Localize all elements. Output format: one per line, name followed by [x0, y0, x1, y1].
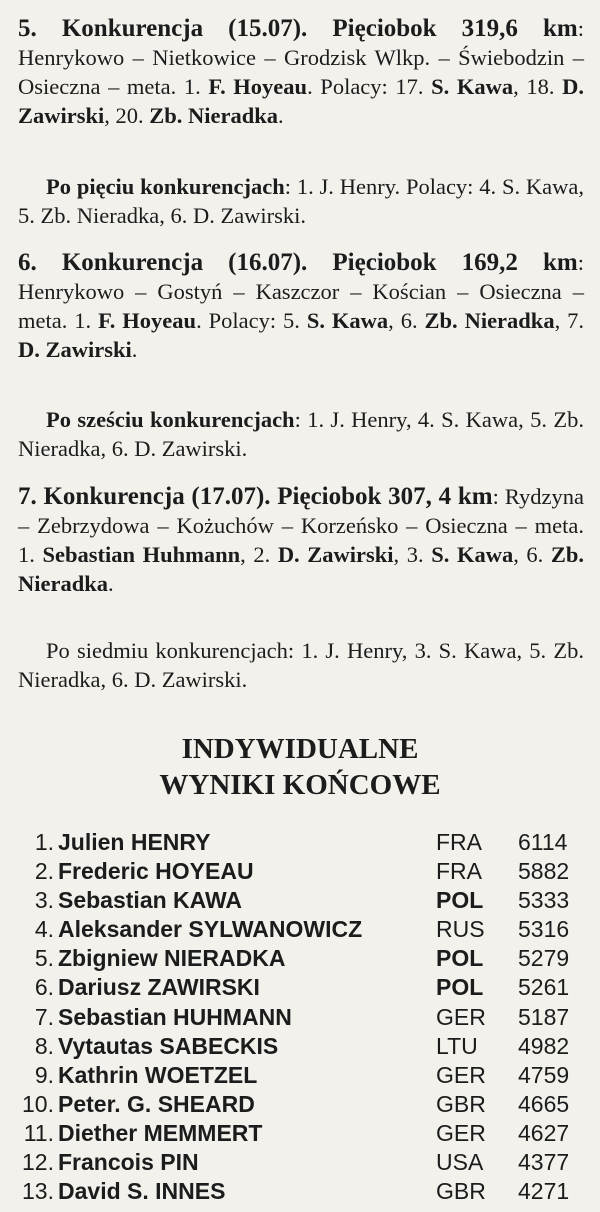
standings-label: Po pięciu konkurencjach: [46, 174, 285, 199]
pilot-name: Sebastian HUHMANN: [58, 1003, 292, 1030]
score: 4271: [518, 1178, 570, 1205]
pilot-name: Zbigniew NIERADKA: [58, 945, 286, 972]
rank: 9.: [34, 1061, 54, 1088]
country-code: POL: [436, 945, 484, 972]
result-row: [0, 828, 600, 857]
rank: 2.: [34, 858, 54, 885]
polish-pilot: S. Kawa: [431, 542, 514, 567]
rank: 4.: [34, 916, 54, 943]
country-code: LTU: [436, 1032, 478, 1059]
polish-pilot: D. Zawirski: [18, 74, 585, 128]
country-code: POL: [436, 887, 484, 914]
score: 4377: [518, 1149, 570, 1176]
polish-label: . Polacy: 17.: [307, 74, 432, 99]
competition-title: 5. Konkurencja (15.07). Pięciobok 319,6 km: [18, 15, 578, 42]
country-code: GER: [436, 1061, 486, 1088]
country-code: GBR: [436, 1090, 486, 1117]
result-row: [0, 1148, 600, 1177]
rank: 7.: [34, 1003, 54, 1030]
rank: 13.: [22, 1178, 54, 1205]
winner-name: F. Hoyeau: [98, 308, 197, 333]
rank: 3.: [34, 887, 54, 914]
pilot-name: Dariusz ZAWIRSKI: [58, 974, 260, 1001]
results-heading-line1: INDYWIDUALNE: [181, 733, 419, 765]
score: 5882: [518, 858, 570, 885]
polish-pilot: D. Zawirski: [277, 542, 394, 567]
result-row: [0, 1119, 600, 1148]
rank: 8.: [34, 1032, 54, 1059]
pilot-name: Diether MEMMERT: [58, 1119, 263, 1146]
score: 4982: [518, 1032, 570, 1059]
separator: .: [278, 103, 284, 128]
results-table: [0, 828, 600, 1206]
polish-pilot: S. Kawa: [431, 74, 514, 99]
result-row: [0, 857, 600, 886]
score: 4759: [518, 1061, 570, 1088]
score: 6114: [518, 829, 568, 855]
route-text: : Rydzyna – Zebrzydowa – Kożuchów – Korzeńsko – Osieczna – meta. 1.: [18, 484, 585, 567]
winner-name: Sebastian Huhmann: [42, 542, 241, 567]
route-text: : Henrykowo – Nietkowice – Grodzisk Wlkp. – Świebodzin – Osieczna – meta. 1.: [18, 16, 584, 99]
separator: .: [108, 571, 114, 596]
competition-title: 7. Konkurencja (17.07). Pięciobok 307, 4 km: [18, 483, 493, 510]
rank: 12.: [22, 1149, 54, 1176]
polish-pilot: D. Zawirski: [18, 337, 132, 362]
competition-6-result: [18, 248, 584, 364]
polish-label: . Polacy: 5.: [196, 308, 307, 333]
pilot-name: Kathrin WOETZEL: [58, 1061, 258, 1088]
competition-7-result: [18, 482, 584, 598]
country-code: USA: [436, 1149, 484, 1176]
score: 4665: [518, 1090, 570, 1117]
standings-text: : 1. J. Henry. Polacy: 4. S. Kawa, 5. Zb. Nieradka, 6. D. Zawirski.: [18, 174, 585, 228]
pilot-name: Aleksander SYLWANOWICZ: [58, 916, 363, 943]
country-code: GER: [436, 1119, 486, 1146]
country-code: FRA: [436, 829, 482, 855]
country-code: RUS: [436, 916, 485, 943]
result-row: [0, 886, 600, 915]
separator: , 6.: [388, 308, 425, 333]
standings-label: Po sześciu konkurencjach: [46, 407, 295, 432]
separator: .: [131, 337, 138, 362]
standings-text: : 1. J. Henry, 4. S. Kawa, 5. Zb. Nieradka, 6. D. Zawirski.: [18, 407, 584, 461]
polish-pilot: Zb. Nieradka: [424, 308, 555, 333]
pilot-name: Vytautas SABECKIS: [58, 1032, 279, 1059]
rank: 6.: [34, 974, 54, 1001]
results-heading-line2: WYNIKI KOŃCOWE: [159, 769, 441, 801]
country-code: GBR: [436, 1178, 486, 1205]
standings-after-7: [18, 636, 584, 694]
result-row: [0, 915, 600, 944]
score: 5333: [518, 887, 570, 914]
country-code: GER: [436, 1003, 486, 1030]
polish-pilot: Zb. Nieradka: [149, 103, 279, 128]
pilot-name: Peter. G. SHEARD: [58, 1090, 255, 1117]
separator: , 6.: [513, 542, 551, 567]
polish-pilot: S. Kawa: [306, 308, 389, 333]
result-row: [0, 1061, 600, 1090]
rank: 10.: [22, 1090, 54, 1117]
separator: , 3.: [393, 542, 432, 567]
polish-pilot: Zb. Nieradka: [18, 542, 585, 596]
score: 5279: [518, 945, 570, 972]
pilot-name: Sebastian KAWA: [58, 887, 243, 914]
winner-name: F. Hoyeau: [208, 74, 308, 99]
result-row: [0, 1177, 600, 1206]
competition-title: 6. Konkurencja (16.07). Pięciobok 169,2 km: [18, 249, 578, 276]
score: 4627: [518, 1119, 570, 1146]
pilot-name: Julien HENRY: [58, 829, 211, 855]
rank: 1.: [34, 829, 54, 855]
route-text: : Henrykowo – Gostyń – Kaszczor – Kościan – Osieczna – meta. 1.: [18, 250, 584, 333]
result-row: [0, 1032, 600, 1061]
pilot-name: Frederic HOYEAU: [58, 858, 254, 885]
result-row: [0, 944, 600, 973]
pilot-name: David S. INNES: [58, 1178, 226, 1205]
score: 5316: [518, 916, 570, 943]
polish-label: , 2.: [240, 542, 278, 567]
result-row: [0, 1090, 600, 1119]
competition-5-result: [18, 14, 584, 130]
country-code: POL: [436, 974, 484, 1001]
result-row: [0, 1003, 600, 1032]
standings-text: Po siedmiu konkurencjach: 1. J. Henry, 3. S. Kawa, 5. Zb. Nieradka, 6. D. Zawirski.: [18, 638, 584, 692]
country-code: FRA: [436, 858, 482, 885]
separator: , 20.: [104, 103, 150, 128]
standings-after-5: [18, 172, 584, 230]
separator: , 18.: [513, 74, 563, 99]
separator: , 7.: [554, 308, 585, 333]
result-row: [0, 973, 600, 1002]
rank: 11.: [23, 1119, 54, 1146]
rank: 5.: [34, 945, 54, 972]
standings-after-6: [18, 405, 584, 463]
score: 5261: [518, 974, 570, 1001]
score: 5187: [518, 1003, 570, 1030]
pilot-name: Francois PIN: [58, 1149, 199, 1176]
